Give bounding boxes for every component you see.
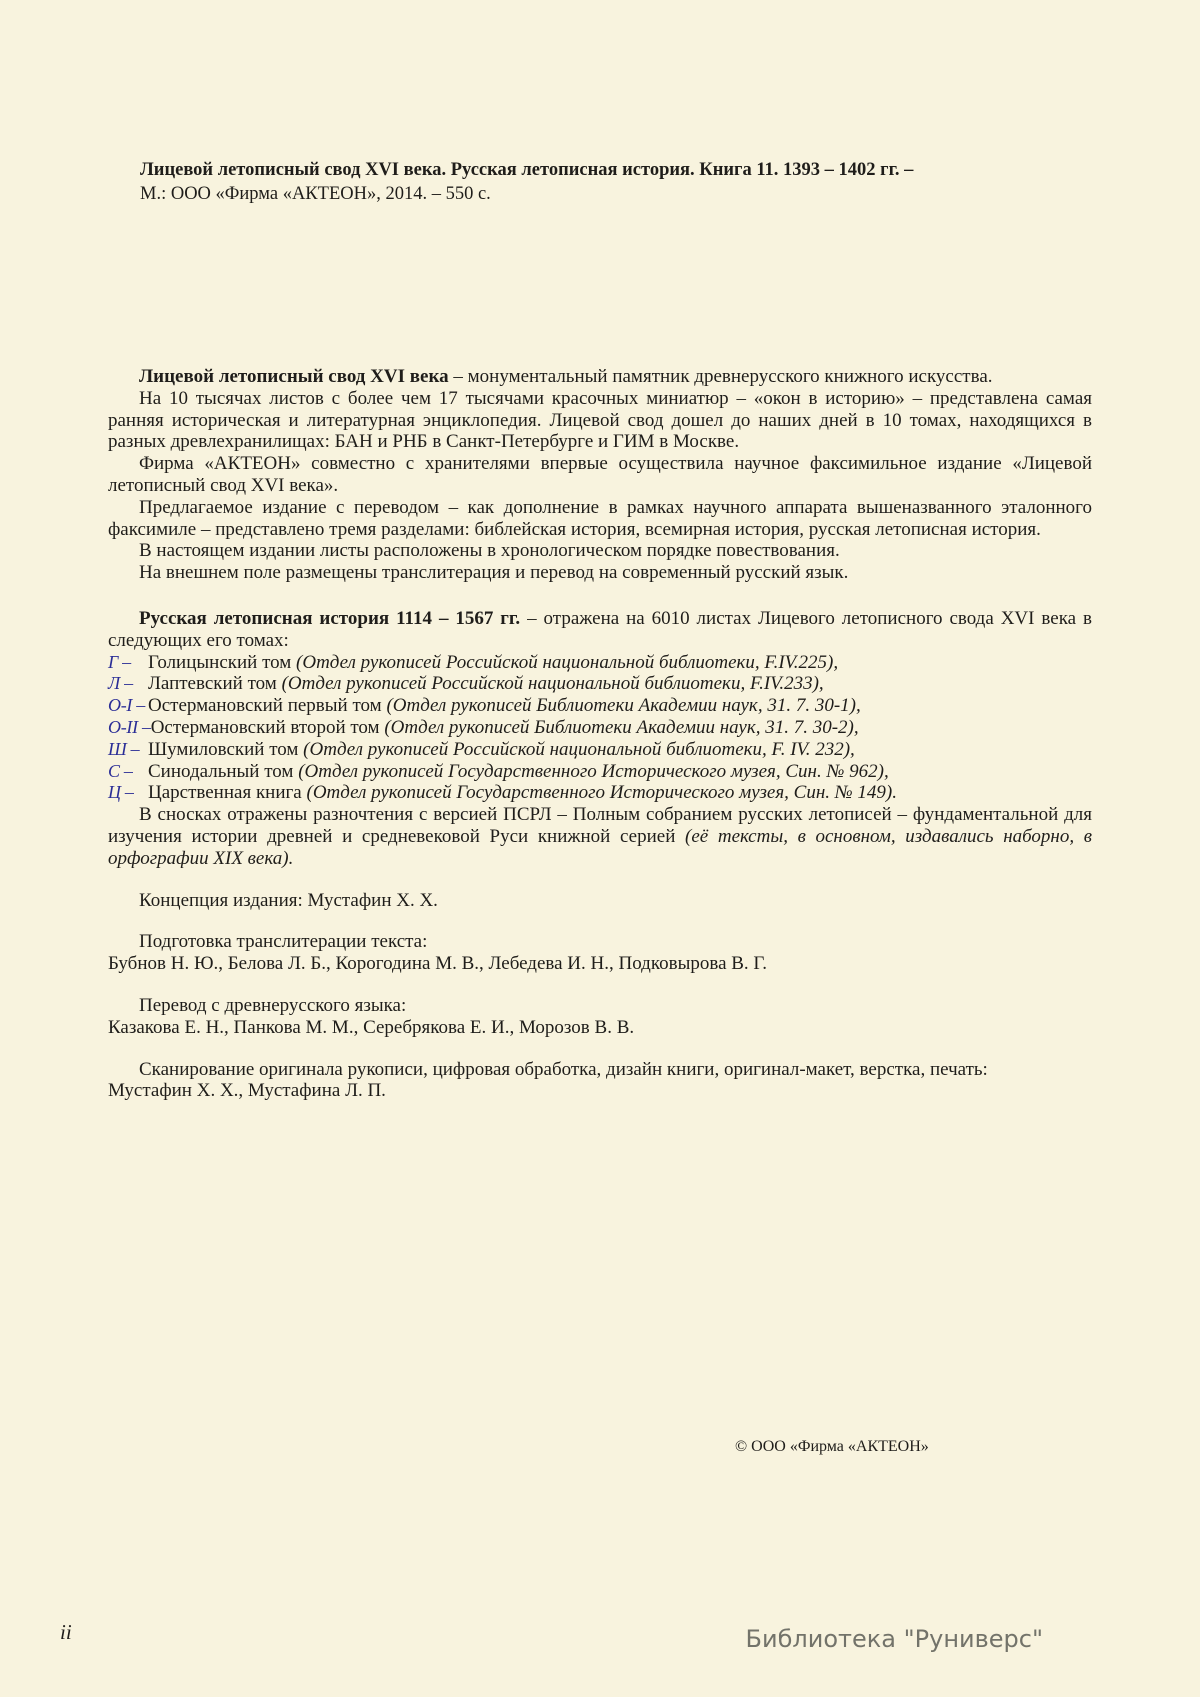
- volume-name: Царственная книга: [148, 782, 307, 804]
- volume-siglum: Ш –: [108, 738, 140, 759]
- volume-siglum: Л –: [108, 673, 133, 694]
- volume-text: [148, 761, 1092, 783]
- history-lead-paragraph: [108, 608, 1092, 652]
- volume-row: [108, 739, 1092, 761]
- credit-heading: Концепция издания: Мустафин Х. Х.: [139, 889, 438, 911]
- intro-paragraph-1: [108, 366, 1092, 388]
- intro-paragraph-4: Предлагаемое издание с переводом – как дополнение в рамках научного аппарата вышеназванного эталонного факсимиле – представлено тремя разделами: библейская история, всемирная история, русская летописная история.: [108, 496, 1092, 540]
- volume-row: [108, 782, 1092, 804]
- volume-siglum: Г –: [108, 651, 131, 672]
- volume-siglum: О-I –: [108, 695, 145, 716]
- credit-group: [108, 890, 1092, 912]
- intro-paragraph-1-rest: – монументальный памятник древнерусского книжного искусства.: [448, 366, 993, 387]
- citation-line2: М.: ООО «Фирма «АКТЕОН», 2014. – 550 с.: [140, 184, 491, 204]
- footnote-paragraph: [108, 804, 1092, 869]
- volume-row: [108, 652, 1092, 674]
- volume-text: [151, 717, 1092, 739]
- footnote-italic: (её тексты, в основном, издавались наборно, в орфографии XIX века).: [108, 825, 1093, 869]
- volume-siglum: Ц –: [108, 782, 134, 803]
- credit-group: [108, 931, 1092, 975]
- volume-text: [148, 652, 1092, 674]
- volume-name: Остермановский первый том: [148, 695, 387, 717]
- volume-name: Голицынский том: [148, 651, 297, 673]
- volume-siglum: С –: [108, 760, 133, 781]
- history-lead-title: Русская летописная история 1114 – 1567 гг.: [139, 607, 521, 629]
- intro-paragraph-3: Фирма «АКТЕОН» совместно с хранителями впервые осуществила научное факсимильное издание «Лицевой летописный свод XVI века».: [108, 453, 1092, 496]
- volume-archive: (Отдел рукописей Российской национальной библиотеки, F.IV.233),: [281, 673, 824, 695]
- credit-names: Мустафин Х. Х., Мустафина Л. П.: [108, 1080, 386, 1102]
- volume-row: [108, 761, 1092, 783]
- page-number: ii: [60, 1620, 72, 1644]
- credit-group: [108, 995, 1092, 1039]
- credit-heading: Сканирование оригинала рукописи, цифровая обработка, дизайн книги, оригинал-макет, верстка, печать:: [139, 1058, 988, 1080]
- credit-group: [108, 1059, 1092, 1103]
- citation-title: Лицевой летописный свод XVI века. Русская летописная история. Книга 11. 1393 – 1402 гг. –: [140, 160, 914, 180]
- intro-paragraph-5: В настоящем издании листы расположены в хронологическом порядке повествования.: [139, 540, 840, 562]
- volume-text: [148, 673, 1092, 695]
- volume-name: Шумиловский том: [148, 738, 304, 760]
- volume-row: [108, 695, 1092, 717]
- credit-names: Бубнов Н. Ю., Белова Л. Б., Корогодина М. В., Лебедева И. Н., Подковырова В. Г.: [108, 953, 768, 975]
- library-watermark: Библиотека "Руниверс": [745, 1625, 1043, 1653]
- volume-archive: (Отдел рукописей Государственного Исторического музея, Син. № 962),: [298, 760, 889, 782]
- citation-line1: [140, 158, 913, 182]
- volume-name: Лаптевский том: [148, 673, 282, 695]
- volume-siglum: О-II –: [108, 716, 151, 737]
- history-lead-rest: – отражена на 6010 листах Лицевого летописного свода XVI века в следующих его томах:: [108, 607, 1092, 651]
- credit-names: Казакова Е. Н., Панкова М. М., Серебрякова Е. И., Морозов В. В.: [108, 1016, 635, 1038]
- volume-archive: (Отдел рукописей Государственного Исторического музея, Син. № 149).: [306, 782, 897, 804]
- volume-archive: (Отдел рукописей Библиотеки Академии наук, 31. 7. 30-2),: [384, 716, 859, 738]
- volume-archive: (Отдел рукописей Российской национальной библиотеки, F. IV. 232),: [303, 738, 855, 760]
- edition-title-lead: Лицевой летописный свод XVI века: [139, 366, 449, 387]
- volume-row: [108, 717, 1092, 739]
- credit-heading: Перевод с древнерусского языка:: [139, 994, 407, 1016]
- footnote-plain: В сносках отражены разночтения с версией ПСРЛ – Полным собранием русских летописей – фундаментальной для изучения истории древней и средневековой Руси книжной серией: [108, 804, 1092, 847]
- volume-name: Остермановский второй том: [150, 716, 385, 738]
- volume-text: [148, 739, 1092, 761]
- bibliographic-citation: [140, 158, 913, 206]
- copyright-notice: © ООО «Фирма «АКТЕОН»: [735, 1438, 929, 1455]
- volume-archive: (Отдел рукописей Библиотеки Академии наук, 31. 7. 30-1),: [386, 695, 861, 717]
- credits-section: [108, 890, 1092, 1103]
- intro-paragraph-2: На 10 тысячах листов с более чем 17 тысячами красочных миниатюр – «окон в историю» – представлена самая ранняя историческая и литературная энциклопедия. Лицевой свод дошел до наших дней в 10 томах, находящихся в разных древлехранилищах: БАН и РНБ в Санкт-Петербурге и ГИМ в Москве.: [108, 387, 1092, 453]
- volume-text: [148, 782, 1092, 804]
- volume-text: [148, 695, 1092, 717]
- credit-heading: Подготовка транслитерации текста:: [139, 931, 428, 953]
- volumes-list: [108, 652, 1092, 805]
- volume-name: Синодальный том: [148, 760, 299, 782]
- volume-row: [108, 673, 1092, 695]
- volume-archive: (Отдел рукописей Российской национальной библиотеки, F.IV.225),: [296, 651, 839, 673]
- main-text-column: [108, 366, 1092, 1102]
- intro-paragraph-6: На внешнем поле размещены транслитерация и перевод на современный русский язык.: [139, 562, 849, 584]
